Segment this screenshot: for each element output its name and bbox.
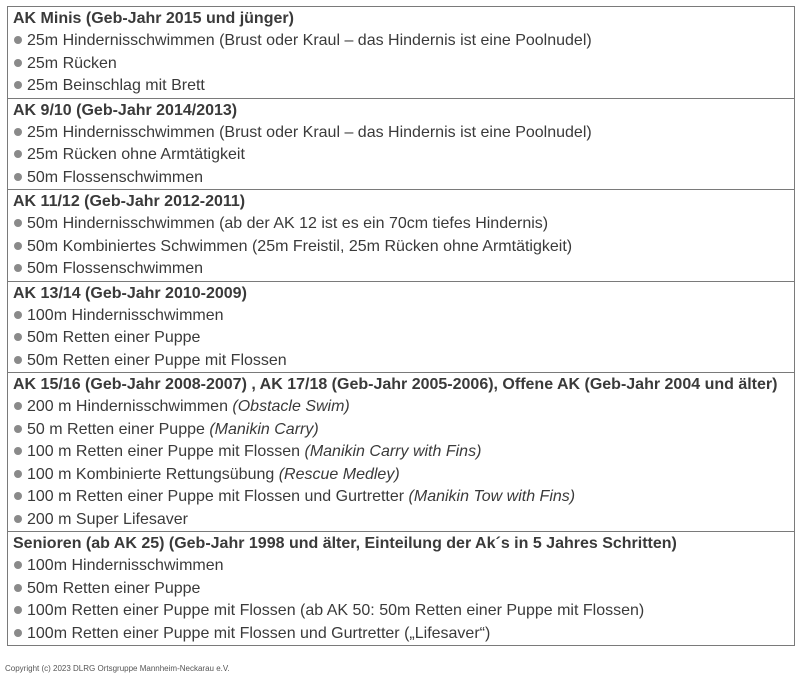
discipline-english-name: (Manikin Carry with Fins) xyxy=(304,443,482,460)
discipline-item xyxy=(13,623,790,646)
age-group-section xyxy=(8,281,794,373)
age-group-section xyxy=(8,98,794,190)
discipline-name: 200 m Super Lifesaver xyxy=(27,510,188,528)
bullet-icon xyxy=(14,36,22,44)
discipline-item xyxy=(13,53,790,76)
discipline-name: 200 m Hindernisschwimmen xyxy=(27,398,233,415)
discipline-item xyxy=(13,600,790,623)
section-heading: Senioren (ab AK 25) (Geb-Jahr 1998 und älter, Einteilung der Ak´s in 5 Jahres Schritten) xyxy=(13,535,677,552)
discipline-name: 100m Hindernisschwimmen xyxy=(27,557,224,574)
discipline-name: 100m Retten einer Puppe mit Flossen (ab AK 50: 50m Retten einer Puppe mit Flossen) xyxy=(27,602,645,619)
bullet-icon xyxy=(14,629,22,637)
discipline-item xyxy=(13,30,790,53)
age-group-table xyxy=(7,6,795,646)
discipline-item xyxy=(13,509,790,532)
age-group-section xyxy=(8,531,794,645)
bullet-icon xyxy=(14,128,22,136)
age-group-section xyxy=(8,189,794,281)
discipline-name: 100 m Kombinierte Rettungsübung xyxy=(27,465,279,483)
discipline-item xyxy=(13,555,790,578)
bullet-icon xyxy=(14,584,22,592)
bullet-icon xyxy=(14,356,22,364)
bullet-icon xyxy=(14,81,22,89)
discipline-item xyxy=(13,419,790,442)
discipline-item xyxy=(13,75,790,98)
bullet-icon xyxy=(14,402,22,410)
bullet-icon xyxy=(14,264,22,272)
discipline-name: 50m Retten einer Puppe mit Flossen xyxy=(27,351,287,369)
bullet-icon xyxy=(14,173,22,181)
bullet-icon xyxy=(14,470,22,478)
discipline-name: 50m Flossenschwimmen xyxy=(27,260,204,277)
bullet-icon xyxy=(14,150,22,158)
discipline-item xyxy=(13,213,790,236)
discipline-english-name: (Manikin Carry) xyxy=(209,420,319,438)
discipline-item xyxy=(13,305,790,328)
discipline-name: 50m Flossenschwimmen xyxy=(27,168,204,186)
discipline-name: 100 m Retten einer Puppe mit Flossen und Gurtretter xyxy=(27,488,409,505)
discipline-name: 25m Rücken xyxy=(27,54,117,72)
discipline-name: 25m Rücken ohne Armtätigkeit xyxy=(27,146,245,163)
discipline-item xyxy=(13,396,790,419)
discipline-item xyxy=(13,327,790,350)
age-group-section xyxy=(8,372,794,531)
discipline-name: 25m Hindernisschwimmen (Brust oder Kraul – das Hindernis ist eine Poolnudel) xyxy=(27,32,592,49)
bullet-icon xyxy=(14,59,22,67)
section-heading: AK 11/12 (Geb-Jahr 2012-2011) xyxy=(13,193,246,210)
discipline-name: 25m Beinschlag mit Brett xyxy=(27,77,205,94)
discipline-name: 25m Hindernisschwimmen (Brust oder Kraul – das Hindernis ist eine Poolnudel) xyxy=(27,123,592,141)
bullet-icon xyxy=(14,219,22,227)
discipline-item xyxy=(13,578,790,601)
bullet-icon xyxy=(14,311,22,319)
bullet-icon xyxy=(14,425,22,433)
bullet-icon xyxy=(14,333,22,341)
discipline-item xyxy=(13,144,790,167)
discipline-name: 100 m Retten einer Puppe mit Flossen xyxy=(27,443,305,460)
bullet-icon xyxy=(14,515,22,523)
discipline-english-name: (Manikin Tow with Fins) xyxy=(408,488,576,505)
bullet-icon xyxy=(14,561,22,569)
bullet-icon xyxy=(14,447,22,455)
discipline-name: 100m Hindernisschwimmen xyxy=(27,306,224,324)
discipline-name: 50m Hindernisschwimmen (ab der AK 12 ist es ein 70cm tiefes Hindernis) xyxy=(27,215,549,232)
discipline-item xyxy=(13,441,790,464)
discipline-name: 50 m Retten einer Puppe xyxy=(27,420,210,438)
discipline-english-name: (Rescue Medley) xyxy=(278,465,400,483)
section-heading: AK 13/14 (Geb-Jahr 2010-2009) xyxy=(13,284,247,302)
discipline-item xyxy=(13,236,790,259)
discipline-item xyxy=(13,258,790,281)
discipline-item xyxy=(13,122,790,145)
copyright-notice: Copyright (c) 2023 DLRG Ortsgruppe Mannheim-Neckarau e.V. xyxy=(5,664,230,673)
discipline-item xyxy=(13,167,790,190)
discipline-item xyxy=(13,464,790,487)
section-heading: AK Minis (Geb-Jahr 2015 und jünger) xyxy=(13,10,294,27)
discipline-english-name: (Obstacle Swim) xyxy=(232,398,350,415)
age-group-section xyxy=(8,7,794,98)
bullet-icon xyxy=(14,242,22,250)
discipline-name: 50m Retten einer Puppe xyxy=(27,329,201,346)
section-heading: AK 9/10 (Geb-Jahr 2014/2013) xyxy=(13,101,238,119)
bullet-icon xyxy=(14,492,22,500)
discipline-name: 50m Kombiniertes Schwimmen (25m Freistil, 25m Rücken ohne Armtätigkeit) xyxy=(27,237,573,255)
bullet-icon xyxy=(14,606,22,614)
section-heading: AK 15/16 (Geb-Jahr 2008-2007) , AK 17/18 (Geb-Jahr 2005-2006), Offene AK (Geb-Jahr 2004 und älter) xyxy=(13,376,778,393)
discipline-name: 50m Retten einer Puppe xyxy=(27,579,201,597)
discipline-item xyxy=(13,486,790,509)
discipline-name: 100m Retten einer Puppe mit Flossen und Gurtretter („Lifesaver“) xyxy=(27,624,491,642)
discipline-item xyxy=(13,350,790,373)
